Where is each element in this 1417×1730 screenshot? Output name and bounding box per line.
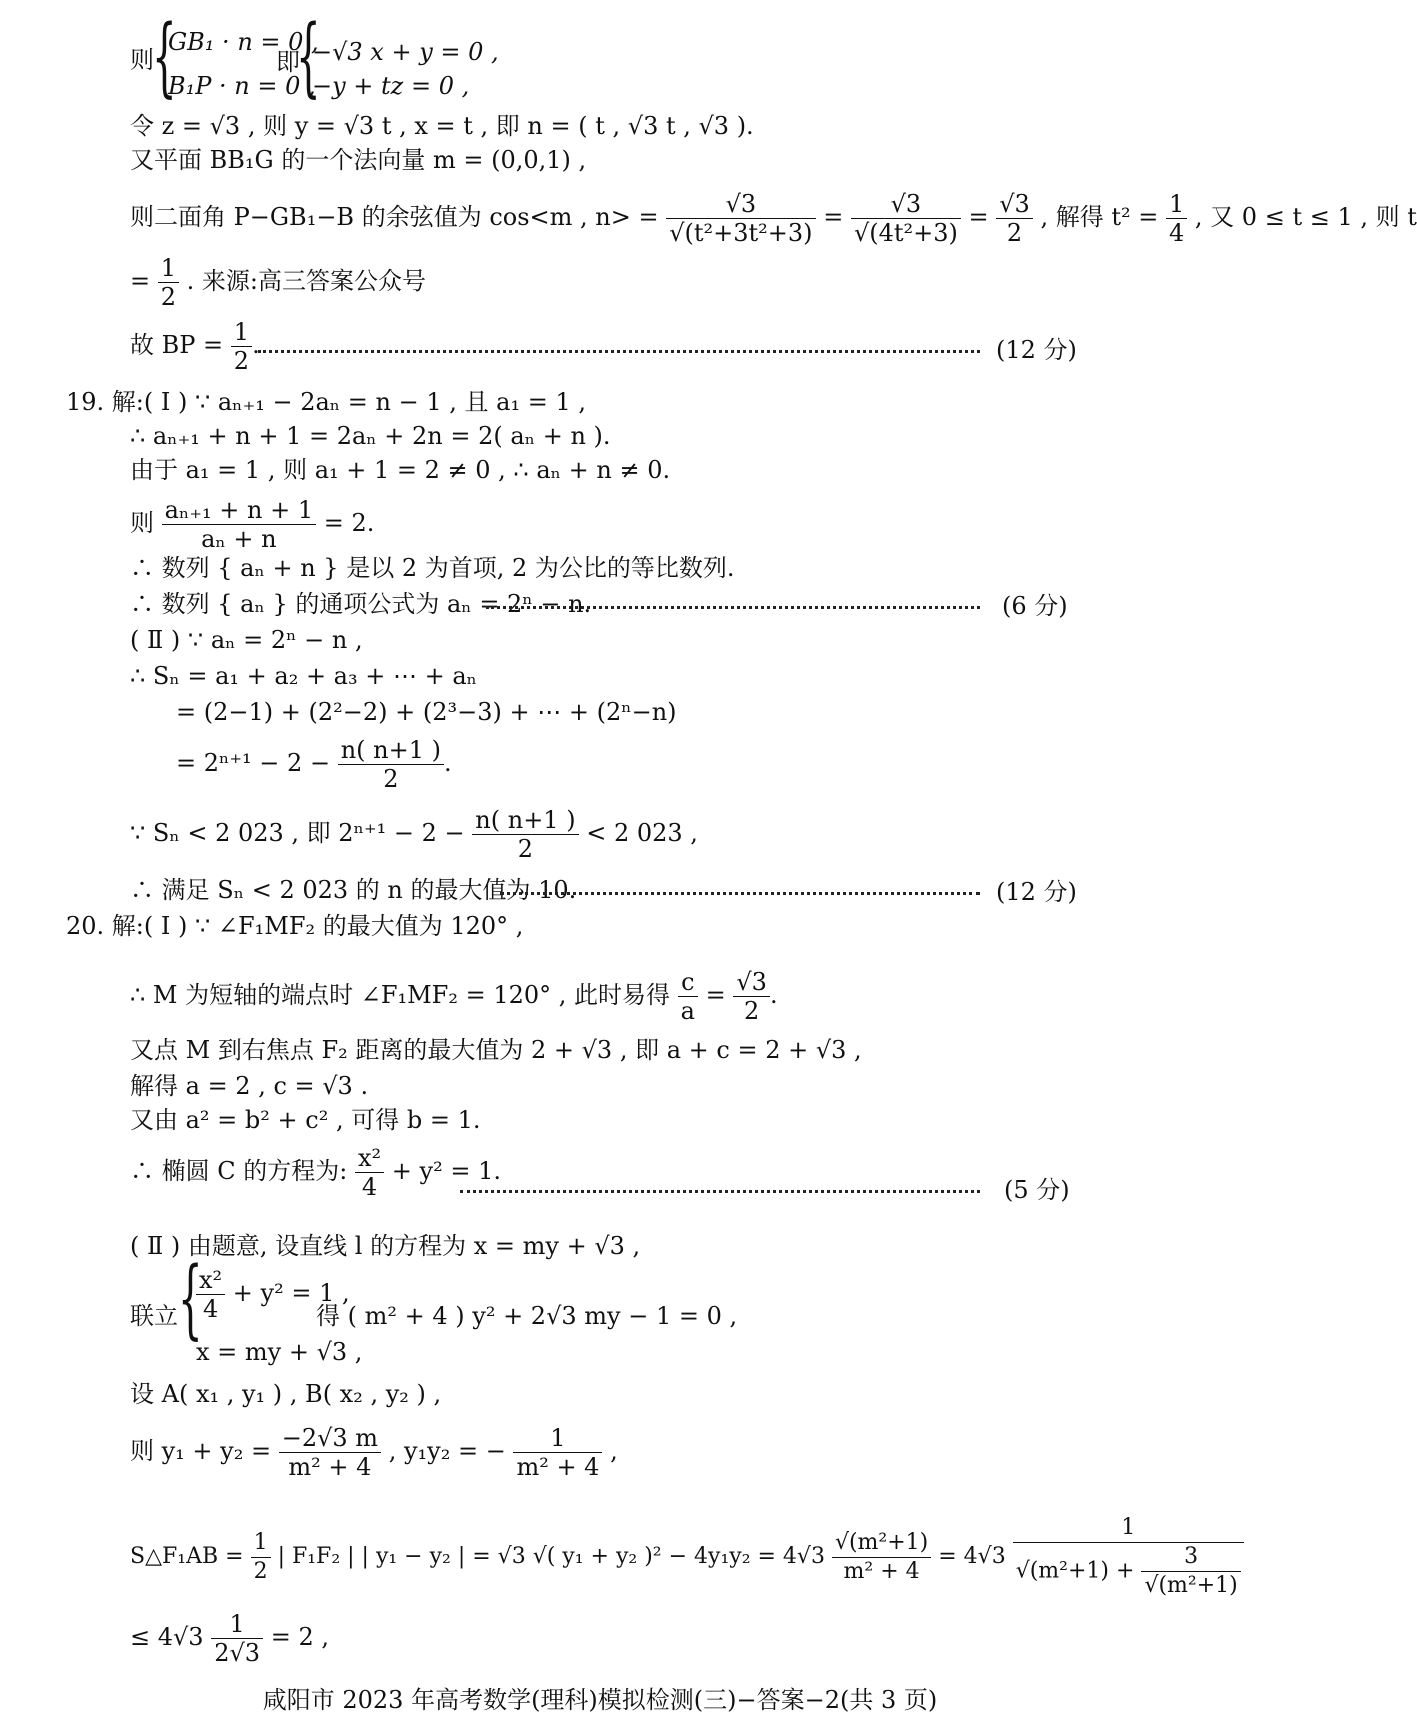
numerator: x²	[355, 1144, 384, 1173]
cos-prefix: 则二面角 P−GB₁−B 的余弦值为 cos<m , n> =	[130, 203, 659, 231]
fraction	[162, 496, 316, 553]
fraction	[1141, 1543, 1240, 1600]
score-badge: (5 分)	[1004, 1176, 1070, 1204]
line-normal-m: 又平面 BB₁G 的一个法向量 m = (0,0,1) ,	[130, 146, 587, 174]
q20-line: 设 A( x₁ , y₁ ) , B( x₂ , y₂ ) ,	[130, 1380, 442, 1408]
numerator: 1	[251, 1529, 271, 1558]
fraction	[666, 190, 815, 247]
page-footer: 咸阳市 2023 年高考数学(理科)模拟检测(三)−答案−2(共 3 页)	[262, 1686, 938, 1714]
area-label: S△F₁AB =	[130, 1544, 244, 1569]
fraction	[211, 1610, 263, 1667]
brace: {	[178, 1249, 203, 1349]
numerator: 1	[513, 1424, 602, 1453]
denominator	[1013, 1543, 1244, 1600]
equals: =	[705, 981, 726, 1009]
q19-line: = (2−1) + (2²−2) + (2³−3) + ⋯ + (2ⁿ−n)	[176, 698, 677, 726]
denominator: √(m²+1)	[1144, 1573, 1238, 1598]
eq-sys-1: −√3 x + y = 0 ,	[312, 38, 499, 66]
q19-heading: 19. 解:( Ⅰ ) ∵ aₙ₊₁ − 2aₙ = n − 1 , 且 a₁ = 1 ,	[66, 388, 586, 416]
q19-ineq	[130, 806, 698, 863]
eq-sys-2: −y + tz = 0 ,	[312, 72, 470, 100]
q20-sys-2: x = my + √3 ,	[196, 1338, 363, 1366]
numerator: 1	[211, 1610, 263, 1639]
bp-text: 故 BP =	[130, 331, 224, 359]
denominator: √(t²+3t²+3)	[669, 219, 813, 247]
sum-text: = 2ⁿ⁺¹ − 2 −	[176, 749, 331, 777]
denominator: a	[680, 997, 695, 1025]
q20-line: 又点 M 到右焦点 F₂ 距离的最大值为 2 + √3 , 即 a + c = 2 + √3 ,	[130, 1036, 862, 1064]
den-part: √(m²+1) +	[1015, 1558, 1135, 1584]
q19-line: 由于 a₁ = 1 , 则 a₁ + 1 = 2 ≠ 0 , ∴ aₙ + n ≠ 0.	[130, 456, 671, 484]
q19-line: ∴ Sₙ = a₁ + a₂ + a₃ + ⋯ + aₙ	[130, 662, 478, 690]
bound-text: ≤ 4√3	[130, 1623, 204, 1651]
fraction	[158, 254, 179, 311]
q19-sum: = 2ⁿ⁺¹ − 2 − $\frac{n( n+1 )}{2}$ .	[176, 736, 452, 793]
denominator: 2	[233, 347, 250, 375]
equals: =	[968, 203, 989, 231]
fraction	[851, 190, 961, 247]
line-t-half	[130, 254, 426, 311]
q19-line: ( Ⅱ ) ∵ aₙ = 2ⁿ − n ,	[130, 626, 363, 654]
q20-ellipse	[130, 1144, 501, 1201]
q20-text: + y² = 1 ,	[232, 1279, 350, 1307]
eq-gb1: GB₁ · n = 0 ,	[168, 28, 319, 56]
score-badge: (12 分)	[996, 336, 1077, 364]
brace: {	[152, 7, 177, 107]
text-ji: 即	[276, 48, 300, 76]
denominator: 2	[253, 1558, 268, 1584]
denominator: 4	[361, 1173, 378, 1201]
denominator: m² + 4	[516, 1453, 600, 1481]
numerator: 1	[158, 254, 179, 283]
numerator: n( n+1 )	[338, 736, 444, 765]
fraction	[355, 1144, 384, 1201]
numerator: √(m²+1)	[832, 1529, 931, 1558]
dotted-leader	[486, 606, 980, 609]
numerator: √3	[851, 190, 961, 219]
numerator: 1	[1013, 1514, 1244, 1543]
text-ze: 则	[130, 46, 154, 74]
fraction	[832, 1529, 931, 1586]
denominator: 4	[1169, 219, 1185, 247]
q19-line: ∴ aₙ₊₁ + n + 1 = 2aₙ + 2n = 2( aₙ + n ).	[130, 422, 611, 450]
numerator: x²	[196, 1266, 225, 1295]
line-cosine	[130, 190, 1417, 247]
fraction	[678, 968, 698, 1025]
numerator: 1	[1166, 190, 1187, 219]
fraction	[231, 318, 252, 375]
fraction	[733, 968, 770, 1025]
equals: =	[130, 267, 151, 295]
ineq-text: < 2 023 ,	[586, 819, 698, 847]
dotted-leader	[500, 892, 980, 895]
fraction	[251, 1529, 271, 1586]
fraction	[1166, 190, 1187, 247]
line-bp: 故 BP = $\frac{1}{2}$ .	[130, 318, 260, 375]
text-lianli: 联立	[130, 1302, 178, 1330]
q20-heading: 20. 解:( Ⅰ ) ∵ ∠F₁MF₂ 的最大值为 120° ,	[66, 912, 524, 940]
result: = 2.	[323, 509, 375, 537]
q20-area	[130, 1514, 1244, 1600]
source-note: . 来源:高三答案公众号	[186, 267, 427, 295]
solve-text: , 解得 t² =	[1040, 203, 1159, 231]
bound-text: = 2 ,	[270, 1623, 329, 1651]
numerator: n( n+1 )	[472, 806, 578, 835]
q20-quadratic: 得 ( m² + 4 ) y² + 2√3 my − 1 = 0 ,	[316, 1302, 738, 1330]
q20-text: + y² = 1.	[391, 1157, 501, 1185]
denominator: aₙ + n	[201, 525, 277, 553]
brace: {	[296, 7, 321, 107]
denominator: 2	[517, 835, 534, 863]
fraction	[513, 1424, 602, 1481]
q19-line: ∴ 满足 Sₙ < 2 023 的 n 的最大值为 10.	[130, 876, 577, 904]
eq-b1p: B₁P · n = 0 ,	[168, 72, 316, 100]
numerator: aₙ₊₁ + n + 1	[162, 496, 316, 525]
q19-line: ∴ 数列 { aₙ } 的通项公式为 aₙ = 2ⁿ − n.	[130, 590, 592, 618]
fraction	[996, 190, 1033, 247]
numerator: √3	[733, 968, 770, 997]
q20-text: ∴ 椭圆 C 的方程为:	[130, 1157, 348, 1185]
q20-line: 又由 a² = b² + c² , 可得 b = 1.	[130, 1106, 481, 1134]
fraction	[472, 806, 578, 863]
denominator: 2	[744, 997, 760, 1025]
ineq-text: ∵ Sₙ < 2 023 , 即 2ⁿ⁺¹ − 2 −	[130, 819, 465, 847]
q20-line: 解得 a = 2 , c = √3 .	[130, 1072, 369, 1100]
score-badge: (12 分)	[996, 878, 1077, 906]
numerator: −2√3 m	[279, 1424, 381, 1453]
numerator: √3	[666, 190, 815, 219]
q20-line: ∴ M 为短轴的端点时 ∠F₁MF₂ = 120° , 此时易得 $\frac{c}{a}$ = $\frac{√3}{2}$ .	[130, 968, 778, 1025]
q19-ratio	[130, 496, 374, 553]
dotted-leader	[258, 350, 980, 353]
denominator: 2	[383, 765, 399, 793]
fraction	[338, 736, 444, 793]
q20-bound	[130, 1610, 329, 1667]
q19-line: ∴ 数列 { aₙ + n } 是以 2 为首项, 2 为公比的等比数列.	[130, 554, 735, 582]
numerator: 3	[1141, 1543, 1240, 1572]
denominator: m² + 4	[288, 1453, 372, 1481]
fraction	[279, 1424, 381, 1481]
dotted-leader	[460, 1190, 980, 1193]
denominator: 2√3	[214, 1639, 261, 1667]
denominator: 2	[160, 283, 177, 311]
numerator: 1	[231, 318, 252, 347]
denominator: 4	[202, 1295, 219, 1323]
denominator: √(4t²+3)	[853, 219, 958, 247]
fraction	[196, 1266, 225, 1323]
q20-text: , y₁y₂ = −	[388, 1437, 506, 1465]
denominator: m² + 4	[843, 1558, 920, 1584]
q20-vieta: 则 y₁ + y₂ = $\frac{-2√3 m}{\text{m² + 4}}$ , y₁y₂ = − $\frac{1}{\text{m² + 4}}$ ,	[130, 1424, 618, 1481]
fraction	[1013, 1514, 1244, 1600]
numerator: √3	[996, 190, 1033, 219]
ze-text: 则	[130, 509, 154, 537]
q20-text: ∴ M 为短轴的端点时 ∠F₁MF₂ = 120° , 此时易得	[130, 981, 671, 1009]
equals: =	[823, 203, 844, 231]
q20-text: 则 y₁ + y₂ =	[130, 1437, 272, 1465]
range-text: , 又 0 ≤ t ≤ 1 , 则 t	[1194, 203, 1417, 231]
score-badge: (6 分)	[1002, 592, 1068, 620]
area-text: | F₁F₂ | | y₁ − y₂ | = √3 √( y₁ + y₂ )² − 4y₁y₂ = 4√3	[277, 1544, 825, 1569]
q20-line: ( Ⅱ ) 由题意, 设直线 l 的方程为 x = my + √3 ,	[130, 1232, 641, 1260]
area-text: = 4√3	[938, 1544, 1006, 1569]
denominator: 2	[1006, 219, 1023, 247]
line-let-z: 令 z = √3 , 则 y = √3 t , x = t , 即 n = ( t , √3 t , √3 ).	[130, 112, 754, 140]
numerator: c	[678, 968, 698, 997]
